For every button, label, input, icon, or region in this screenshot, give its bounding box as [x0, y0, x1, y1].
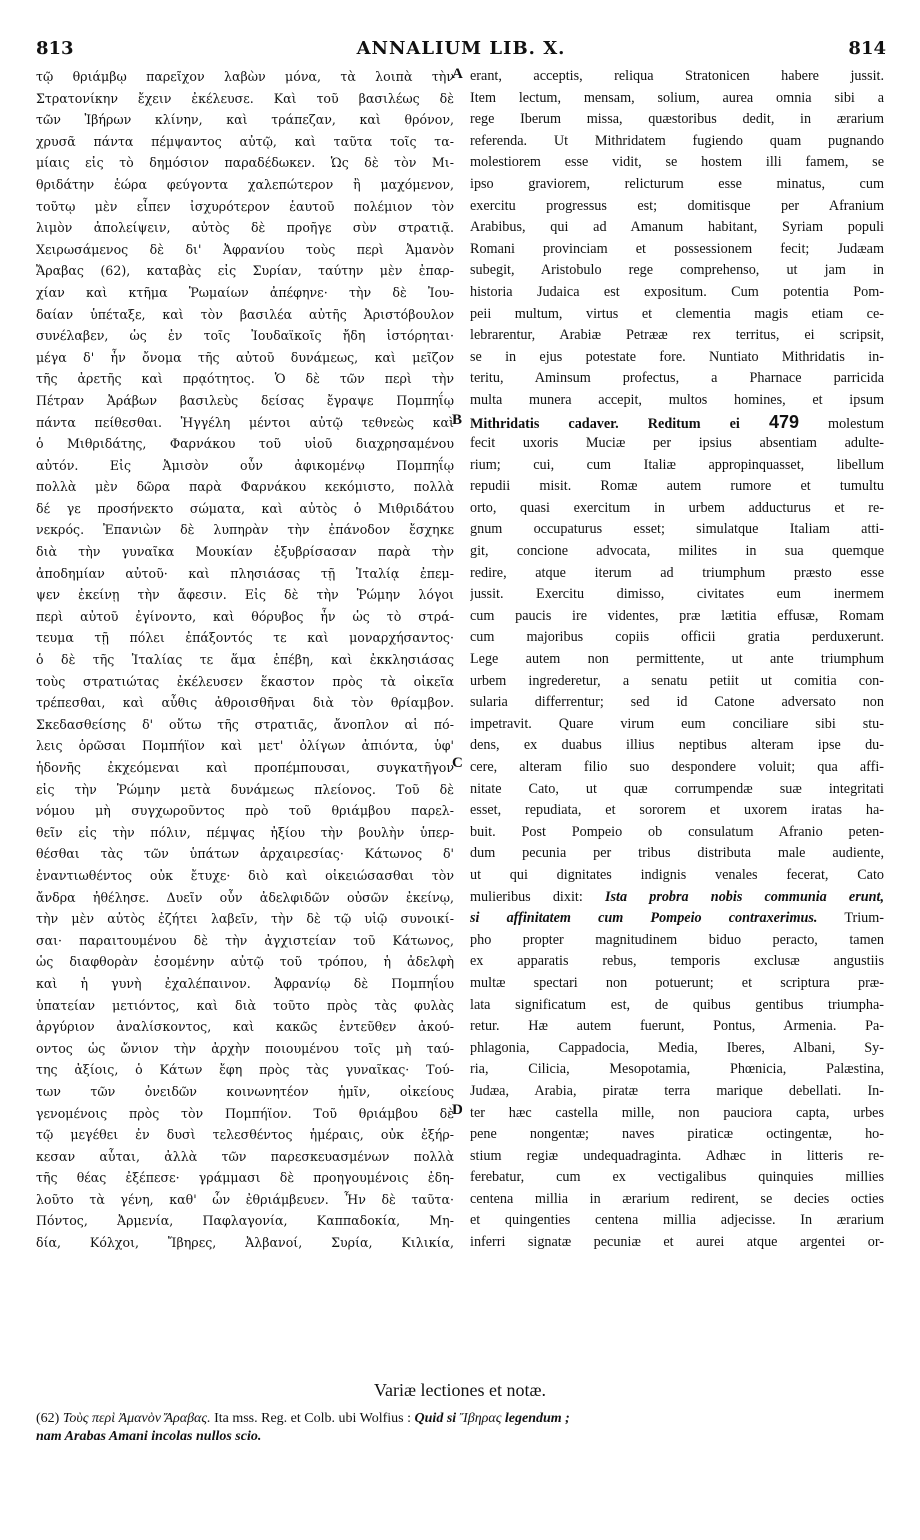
greek-line: Στρατονίκην ἔχειν ἐκέλευσε. Καὶ τοῦ βασιλέως δὲ — [36, 90, 454, 106]
greek-line: ἄνδρα ἠθέλησε. Δυεῖν οὖν ἀδελφιδῶν οὐσῶν ἐκείνῳ, — [36, 889, 454, 905]
latin-line — [470, 1059, 884, 1081]
greek-line: λοῦτο τὰ γένη, καθ' ὧν ἐθριάμβευεν. Ἦν δὲ ταῦτα· — [36, 1191, 454, 1207]
greek-line: τῶν Ἰβήρων κλίνην, καὶ τράπεζαν, καὶ θρόνον, — [36, 112, 454, 128]
latin-line — [470, 1124, 884, 1146]
greek-line: Ἄραβας (62), καταβὰς εἰς Συρίαν, ταύτην μὲν ἐπαρ- — [36, 263, 454, 279]
latin-line-text: pho propter magnitudinem biduo peracto, tamen — [470, 931, 884, 948]
greek-line: πάντα πείθεσθαι. Ἠγγέλη μέντοι αὐτῷ τεθνεὼς καὶ — [36, 414, 454, 430]
latin-line — [470, 843, 884, 865]
greek-line: ψεν ἐκείνῃ τὴν ἄφεσιν. Εἰς δὲ τὴν Ῥώμην λόγοι — [36, 587, 454, 603]
latin-line — [470, 196, 884, 218]
greek-line: νόμου μὴ συγχωροῦντος πρὸ τοῦ θριάμβου παρελ- — [36, 803, 454, 819]
latin-line-text: et quingenties centena millia adjecisse. In ærarium — [470, 1212, 884, 1229]
greek-line: ὑπατείαν μετιόντος, καὶ διὰ τοῦτο πρὸς τὰς φυλὰς — [36, 997, 454, 1013]
latin-column — [470, 66, 884, 1254]
latin-line-text: Lege autem non permittente, ut ante triumphum — [470, 651, 884, 668]
greek-line: Χειρωσάμενος δὲ δι' Ἀφρανίου τοὺς περὶ Ἀμανὸν — [36, 241, 454, 257]
latin-line-text: si affinitatem cum Pompeio contraxerimus. — [470, 910, 818, 927]
latin-line — [470, 498, 884, 520]
latin-line — [470, 412, 884, 434]
greek-line: δαίαν ὑπέταξε, καὶ τὸν βασιλέα αὐτῆς Ἀριστόβουλον — [36, 306, 454, 322]
latin-line — [470, 973, 884, 995]
greek-line: τευμα τῇ πόλει ἐπάξοντός τε καὶ μοναρχήσαντος· — [36, 630, 454, 646]
latin-line-text: repudii misit. Romæ autem rumore et tumultu — [470, 478, 884, 495]
page-number-left: 813 — [36, 38, 74, 59]
latin-line-text: exercitu progressus est; domitisque per Afranium — [470, 197, 884, 214]
cato-quote: Ista probra nobis communia erunt, — [604, 888, 884, 905]
latin-line-text: Arabibus, qui ad Amanum habitant, Syriam populi — [470, 219, 884, 236]
latin-line — [470, 627, 884, 649]
page-number-right: 814 — [848, 38, 886, 59]
latin-line — [470, 109, 884, 131]
greek-line: γενομένοις πρὸς τὸν Πομπήϊον. Τοῦ θριάμβου δὲ — [36, 1105, 454, 1121]
latin-line-text: centena millia in ærarium redirent, se decies octies — [470, 1190, 884, 1207]
latin-line — [470, 951, 884, 973]
section-marker-c: C — [452, 755, 463, 771]
latin-line-text: erant, acceptis, reliqua Stratonicen habere jussit. — [470, 68, 884, 84]
note-greek-2: Ἴβηρας — [459, 1411, 502, 1426]
greek-line: δία, Κόλχοι, Ἴβηρες, Ἀλβανοί, Συρία, Κιλικία, — [36, 1235, 454, 1251]
greek-line: Σκεδασθείσης δ' οὕτω τῆς στρατιᾶς, ἄνοπλον αἱ πό- — [36, 716, 454, 732]
latin-line — [470, 88, 884, 110]
latin-line-text: nitate Cato, ut quæ corrumpendæ suæ integritati — [470, 780, 884, 797]
latin-line-text: sularia differrentur; sed id Catone adversato non — [470, 694, 884, 711]
latin-line — [470, 865, 884, 887]
latin-line-text: ut qui dignitates indignis venales fecerat, Cato — [470, 866, 884, 883]
greek-line: δέ γε προσήνεκτο σώματα, καὶ αὐτὸς ὁ Μιθριδάτου — [36, 500, 454, 516]
note-line-1 — [36, 1410, 886, 1428]
greek-line: τῷ μεγέθει ἐν δυσὶ τελεσθέντος ἡμέραις, οὐκ ἐξήρ- — [36, 1127, 454, 1143]
greek-line: μίαις εἰς τὸ δημόσιον παραδέδωκεν. Ὡς δὲ τὸν Μι- — [36, 155, 454, 171]
latin-line-text: referenda. Ut Mithridatem fugiendo quam pugnando — [470, 132, 884, 149]
latin-after-quote: Trium- — [844, 910, 884, 927]
greek-line: λεις ὁρῶσαι Πομπήϊον καὶ μετ' ὀλίγων ἀπιόντα, ὑφ' — [36, 738, 454, 754]
latin-line-text: Judæa, Arabia, piratæ terra marique debellati. In- — [470, 1082, 884, 1099]
running-title: ANNALIUM LIB. X. — [356, 38, 566, 59]
latin-line — [470, 1232, 884, 1254]
greek-line: κεσαν αὗται, ἀλλὰ τῶν παρεσκευασμένων πολλὰ — [36, 1148, 454, 1164]
latin-line — [470, 239, 884, 261]
section-marker-a: A — [452, 66, 463, 82]
latin-line — [470, 304, 884, 326]
latin-line-text: dum pecunia per tribus distributa male audiente, — [470, 845, 884, 862]
latin-line — [470, 563, 884, 585]
latin-line — [470, 433, 884, 455]
notes-block — [36, 1410, 886, 1446]
greek-line: τοὺς στρατιώτας ἐκέλευσεν ἕκαστον πρὸς τὰ οἰκεῖα — [36, 673, 454, 689]
note-greek: Τοὺς περὶ Ἀμανὸν Ἄραβας. — [62, 1411, 211, 1426]
latin-line-text: fecit uxoris Muciæ per ipsius absentiam adulte- — [470, 435, 884, 452]
latin-line — [470, 1081, 884, 1103]
latin-line-text: esset, repudiata, et sororem et uxorem iratas ha- — [470, 802, 884, 819]
latin-line-text: lata significatum est, de quibus gentibus triumpha- — [470, 996, 884, 1013]
latin-line — [470, 908, 884, 930]
latin-line — [470, 325, 884, 347]
latin-line-text: gnum occupaturus esset; simulatque Italiam atti- — [470, 521, 884, 538]
greek-line: ἀποδημίαν αὐτοῦ· καὶ πλησιάσας τῇ Ἰταλίᾳ ἐπεμ- — [36, 565, 454, 581]
greek-line: της ἀξίοις, ὁ Κάτων ἔφη πρὸς τὰς γυναῖκας· Τού- — [36, 1062, 454, 1078]
latin-line-text: cere, alteram filio suo despondere voluit; qua affi- — [470, 759, 884, 775]
latin-line — [470, 887, 884, 909]
section-marker-b: B — [452, 412, 463, 428]
greek-line: εἰς τὴν Ῥώμην μετὰ δυνάμεως πλείονος. Τοῦ δὲ — [36, 781, 454, 797]
greek-line: τῆς ἀρετῆς καὶ πρᾳότητος. Ὁ δὲ τῶν περὶ τὴν — [36, 371, 454, 387]
latin-line — [470, 757, 884, 779]
greek-line: αὐτόν. Εἰς Ἀμισὸν οὖν ἀφικομένῳ Πομπηΐῳ — [36, 457, 454, 473]
greek-line: οντος ὡς ὤνιον τὴν ἀρχὴν ποιουμένου τοῖς μὴ ταύ- — [36, 1040, 454, 1056]
latin-line — [470, 930, 884, 952]
latin-line — [470, 995, 884, 1017]
latin-line — [470, 390, 884, 412]
greek-line: Πόντος, Ἀρμενία, Παφλαγονία, Καππαδοκία, Μη- — [36, 1213, 454, 1229]
greek-column — [36, 66, 454, 1254]
greek-line: των τῶν ὀνειδῶν κοινωνητέον ἡμῖν, οἰκείους — [36, 1083, 454, 1099]
latin-line-text: pene nongentæ; naves piraticæ octingentæ, ho- — [470, 1126, 884, 1143]
latin-line-text: lebrarentur, Arabiæ Petrææ rex territus, ei scripsit, — [470, 327, 884, 344]
latin-line — [470, 174, 884, 196]
latin-line-text: jussit. Exercitu dimisso, civitates eum inermem — [470, 586, 884, 603]
latin-line — [470, 671, 884, 693]
latin-line-text: Romani provinciam et possessionem fecit; Judæam — [470, 240, 884, 257]
latin-line-text: multa munera accepit, multos homines, et ipsum — [470, 391, 884, 408]
latin-line-text: urbem ingrederetur, a senatu petiit ut comitia con- — [470, 672, 884, 689]
greek-line: ὁ Μιθριδάτης, Φαρνάκου τοῦ υἱοῦ διαχρησαμένου — [36, 436, 454, 452]
greek-line: θριδάτην ἑώρα φεύγοντα χαλεπώτερον ἢ μαχόμενον, — [36, 176, 454, 192]
latin-line — [470, 735, 884, 757]
latin-line — [470, 217, 884, 239]
latin-line — [470, 1016, 884, 1038]
greek-line: τῷ θριάμβῳ παρεῖχον λαβὼν μόνα, τὰ λοιπὰ τὴν — [36, 69, 454, 84]
latin-line-text: multæ spectari non potuerunt; et scriptura præ- — [470, 974, 884, 991]
note-number: (62) — [36, 1411, 60, 1426]
greek-line: μέγα δ' ἦν ὄνομα τῆς αὐτοῦ δυνάμεως, καὶ μεῖζον — [36, 349, 454, 365]
latin-line-text: redire, atque iterum ad triumphum præsto esse — [470, 564, 884, 581]
greek-line: συνέλαβεν, ὡς ἐν τοῖς Ἰουδαϊκοῖς ἤδη ἱστόρηται· — [36, 328, 454, 344]
greek-line: ἡδονῆς ἐκχεόμεναι καὶ προπέμπουσαι, συγκατῆγον — [36, 760, 454, 775]
greek-line: χρυσᾶ πάντα πέμψαντος αὐτῷ, καὶ ταῦτα τοῖς τα- — [36, 133, 454, 149]
latin-line-text: dens, ex duabus illius neptibus alteram ipse du- — [470, 737, 884, 754]
latin-line — [470, 455, 884, 477]
greek-line: τρέπεσθαι, καὶ αὖθις ἀθροισθῆναι διὰ τὸν θρίαμβον. — [36, 695, 454, 711]
latin-line — [470, 779, 884, 801]
latin-line — [470, 1189, 884, 1211]
latin-line — [470, 1167, 884, 1189]
latin-line-text: buit. Post Pompeio ob consulatum Afranio peten- — [470, 823, 884, 840]
latin-line-text: Mithridatis cadaver. Reditum ei — [470, 415, 740, 432]
greek-line: ὁ δὲ τῆς Ἰταλίας τε ἅμα ἐπέβη, καὶ ἐκκλησιάσας — [36, 652, 454, 668]
greek-line: πολλὰ μὲν δῶρα παρὰ Φαρνάκου κεκόμιστο, πολλὰ — [36, 479, 454, 495]
page-marker-479: 479 — [768, 411, 799, 432]
latin-line — [470, 692, 884, 714]
latin-line-text: stium regiæ undequadraginta. Adhæc in litteris re- — [470, 1147, 884, 1164]
latin-line-text: peii multum, virtus et clementia magis etiam ce- — [470, 305, 884, 322]
greek-line: Πέτραν Ἀράβων βασιλεὺς δείσας ἔγραψε Πομπηΐῳ — [36, 392, 454, 408]
latin-line-text: se in ejus potestate fore. Nuntiato Mithridatis in- — [470, 348, 884, 365]
latin-line — [470, 1210, 884, 1232]
latin-line — [470, 822, 884, 844]
greek-line: ὡς διαφθορὰν ἐσομένην αὐτῷ τοῦ τρόπου, ἡ ἀδελφὴ — [36, 954, 454, 970]
latin-line-text: ria, Cilicia, Mesopotamia, Phœnicia, Palæstina, — [470, 1061, 884, 1078]
latin-line-text: ferebatur, cum ex vectigalibus quinquies millies — [470, 1169, 884, 1186]
latin-line-text: mulieribus dixit: — [470, 888, 583, 905]
section-marker-d: D — [452, 1102, 463, 1118]
page-header — [36, 38, 886, 68]
latin-after-479: molestum — [828, 415, 884, 432]
latin-line-text: inferri signatæ pecuniæ et aurei atque argentei or- — [470, 1234, 884, 1251]
latin-line-text: ter hæc castella mille, non pauciora capta, urbes — [470, 1104, 884, 1121]
latin-line — [470, 714, 884, 736]
note-line-2: nam Arabas Amani incolas nullos scio. — [36, 1429, 262, 1444]
greek-line: τὴν μὲν αὐτὸς ἐζήτει λαβεῖν, τὴν δὲ τῷ υἱῷ συνοικί- — [36, 911, 454, 927]
latin-line — [470, 152, 884, 174]
greek-line: θέσθαι τὰς τῶν ὑπάτων ἀρχαιρεσίας· Κάτωνος δ' — [36, 846, 454, 862]
latin-line-text: rege Iberum missa, quæstoribus dedit, in ærarium — [470, 111, 884, 128]
latin-line-text: ex apparatis rebus, temporis exclusæ angustiis — [470, 953, 884, 970]
latin-line — [470, 1038, 884, 1060]
greek-line: θεῖν εἰς τὴν πόλιν, πέμψας ἠξίου τὴν βουλὴν ὑπερ- — [36, 824, 454, 840]
latin-line-text: git, concione advocata, milites in sua quemque — [470, 543, 884, 560]
latin-line — [470, 1146, 884, 1168]
latin-line-text: orto, quasi exercitum in urbem adducturus et re- — [470, 499, 884, 516]
greek-line: καὶ ἡ γυνὴ ἐχαλέπαινον. Ἀφρανίῳ δὲ Πομπηΐου — [36, 975, 454, 991]
latin-line-text: rium; cui, cum Italiæ appropinquasset, libellum — [470, 456, 884, 473]
latin-line-text: Item lectum, mensam, solium, aurea omnia sibi a — [470, 89, 884, 106]
latin-line — [470, 1103, 884, 1125]
latin-line — [470, 347, 884, 369]
latin-line-text: teritu, Aminsum profectus, a Pharnace parricida — [470, 370, 884, 387]
latin-line — [470, 131, 884, 153]
latin-line-text: cum majoribus copiis officii gratia perduxerunt. — [470, 629, 884, 646]
greek-line: τῆς θέας ἐξέπεσε· γράμμασι δὲ προηγουμένοις ἐδη- — [36, 1170, 454, 1186]
note-italic-a: Quid si — [414, 1411, 457, 1426]
greek-line: διὰ τὴν γυναῖκα Μουκίαν ἐξυβρίσασαν παρὰ τὴν — [36, 544, 454, 560]
greek-line: νεκρός. Ἐπανιὼν δὲ λυπηρὰν τὴν ἐπάνοδον ἔσχηκε — [36, 522, 454, 538]
notes-title: Variæ lectiones et notæ. — [374, 1380, 546, 1400]
latin-line — [470, 476, 884, 498]
latin-line — [470, 66, 884, 88]
latin-line-text: historia Judaica est expositum. Cum potentia Pom- — [470, 283, 884, 300]
greek-line: τοῦτῳ μὲν εἶπεν ἰσχυρότερον ἑαυτοῦ πολέμιον τὸν — [36, 198, 454, 214]
latin-line — [470, 541, 884, 563]
greek-line: ἐναντιωθέντος οὐκ ἔτυχε· διὸ καὶ οἰκειώσασθαι τὸν — [36, 867, 454, 883]
greek-line: λιμὸν ἀπολείψειν, αὐτὸς δὲ προῆγε σὺν στρατιᾷ. — [36, 220, 454, 236]
latin-line-text: retur. Hæ autem fuerunt, Pontus, Armenia. Pa- — [470, 1018, 884, 1035]
latin-line — [470, 282, 884, 304]
latin-line — [470, 368, 884, 390]
latin-line-text: molestiorem esse vidit, se hostem illi famem, se — [470, 154, 884, 171]
latin-line-text: phlagonia, Cappadocia, Media, Iberes, Albani, Sy- — [470, 1039, 884, 1056]
note-text: Ita mss. Reg. et Colb. ubi Wolfius : — [214, 1411, 412, 1426]
latin-line-text: cum paucis ire videntes, præ lætitia effusæ, Romam — [470, 607, 884, 624]
latin-line-text: subegit, Aristobulo rege comprehenso, ut jam in — [470, 262, 884, 279]
latin-line — [470, 519, 884, 541]
greek-line: σαι· παραιτουμένου δὲ τὴν ἀγχιστείαν τοῦ Κάτωνος, — [36, 932, 454, 948]
latin-line — [470, 584, 884, 606]
latin-line — [470, 260, 884, 282]
latin-line-text: ipso graviorem, relicturum esse minatus, cum — [470, 175, 884, 192]
greek-line: χίαν καὶ κτῆμα Ῥωμαίων ἀπέφηνε· τὴν δὲ Ἰου- — [36, 284, 454, 300]
greek-line: περὶ αὐτοῦ ἐγίνοντο, καὶ θόρυβος ἦν ὡς τὸ στρά- — [36, 608, 454, 624]
note-italic-b: legendum ; — [504, 1411, 570, 1426]
latin-line — [470, 649, 884, 671]
latin-line-text: impetravit. Quare virum eum conciliare sibi stu- — [470, 715, 884, 732]
greek-line: ἀργύριον ἀναλίσκοντος, καὶ κακῶς ἐντεῦθεν ἀκού- — [36, 1019, 454, 1035]
latin-line — [470, 800, 884, 822]
latin-line — [470, 606, 884, 628]
